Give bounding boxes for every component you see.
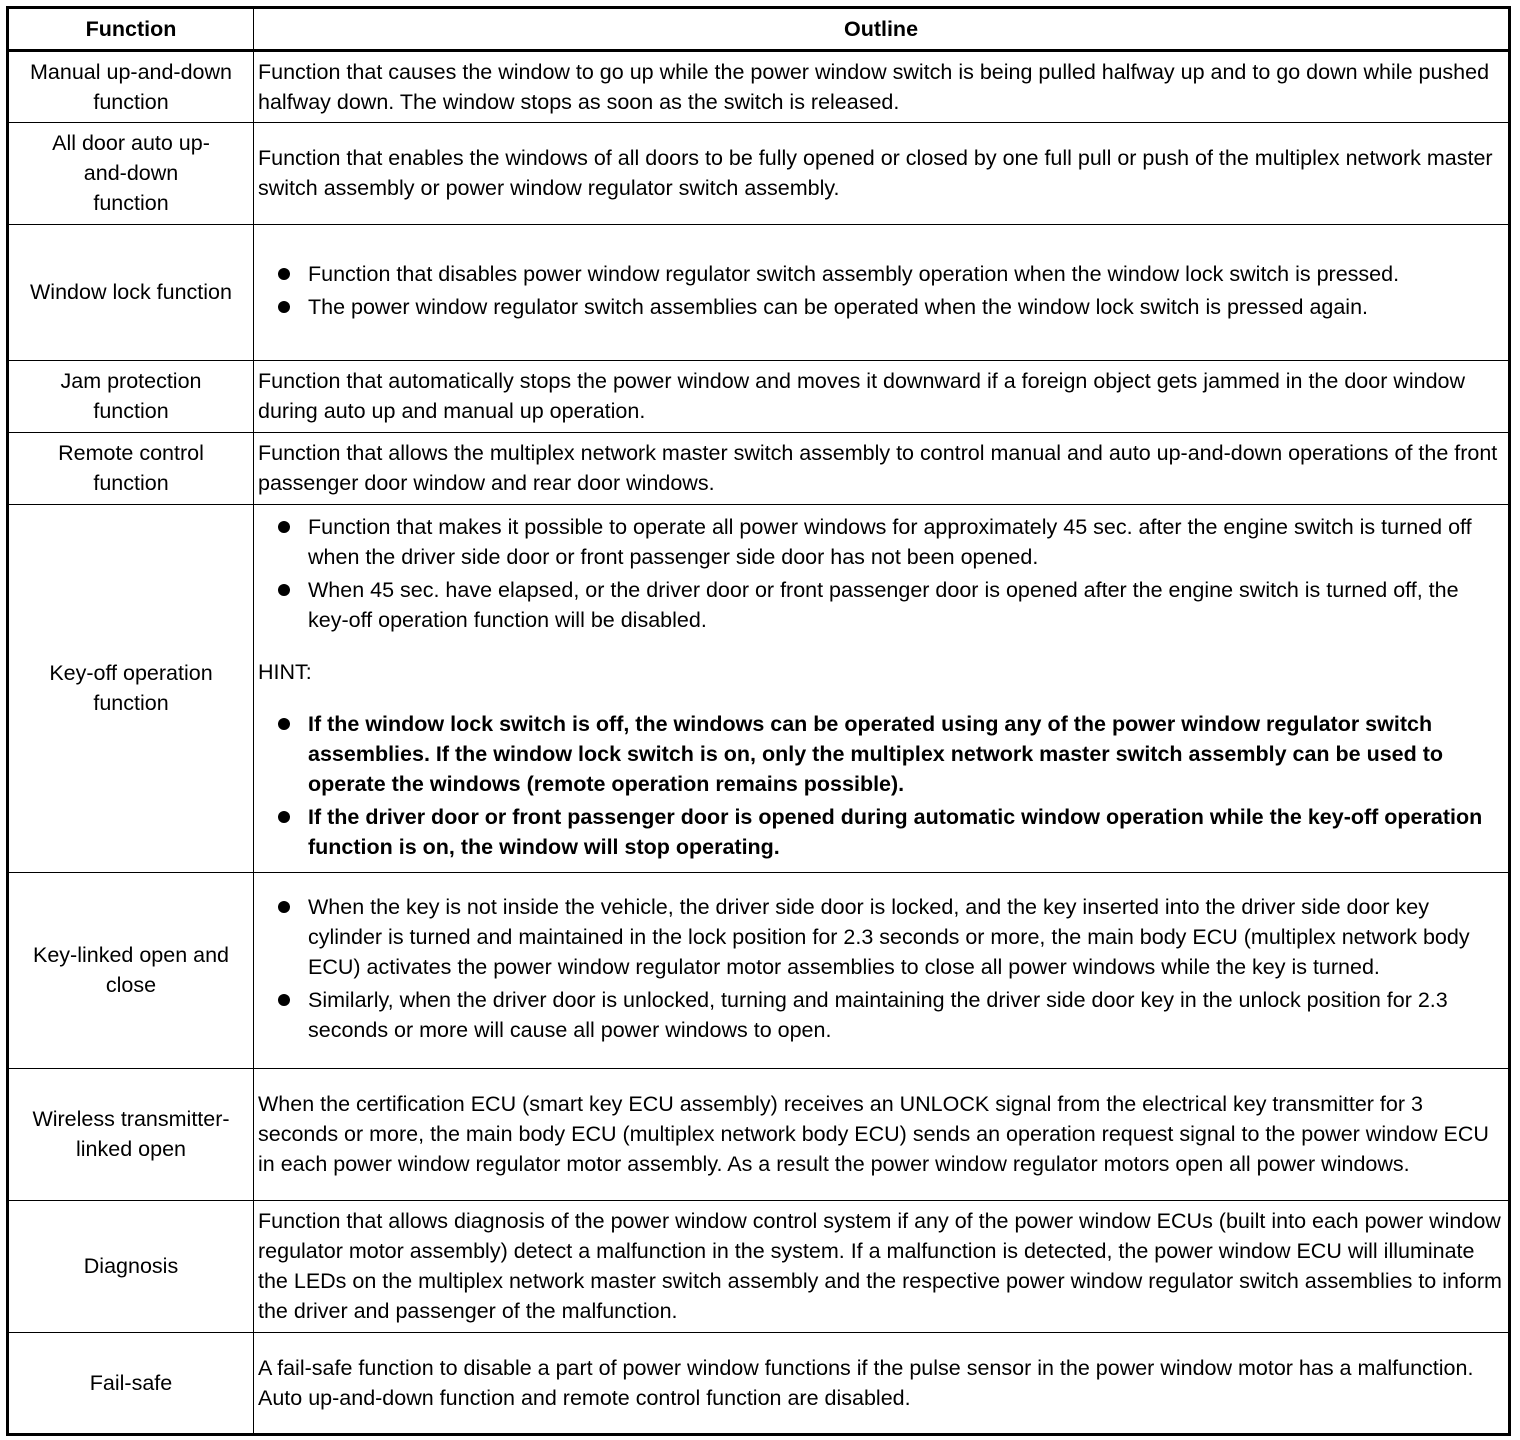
header-row — [8, 8, 1510, 51]
function-cell: Manual up-and-down function — [8, 51, 254, 123]
table-row — [8, 505, 1510, 873]
hint-label: HINT: — [258, 659, 312, 684]
table-row — [8, 225, 1510, 361]
header-outline: Outline — [254, 8, 1510, 51]
list-item: When the key is not inside the vehicle, the driver side door is locked, and the key inserted into the driver side door key cylinder is turned and maintained in the lock position for 2.3 seconds or more, the main body ECU (multiplex network body ECU) activates the power window regulator motor assemblies to close all power windows while the key is turned. — [258, 892, 1504, 982]
table-row — [8, 1333, 1510, 1435]
table-row — [8, 1069, 1510, 1201]
bullet-list — [258, 259, 1504, 322]
function-cell: Diagnosis — [8, 1201, 254, 1333]
table-row — [8, 361, 1510, 433]
list-item: If the driver door or front passenger door is opened during automatic window operation while the key-off operation function is on, the window will stop operating. — [258, 802, 1504, 862]
outline-cell — [254, 225, 1510, 361]
function-cell: All door auto up-and-down function — [8, 123, 254, 225]
outline-cell: Function that automatically stops the power window and moves it downward if a foreign object gets jammed in the door window during auto up and manual up operation. — [254, 361, 1510, 433]
function-cell: Key-linked open and close — [8, 873, 254, 1069]
table-row — [8, 873, 1510, 1069]
list-item: Similarly, when the driver door is unlocked, turning and maintaining the driver side door key in the unlock position for 2.3 seconds or more will cause all power windows to open. — [258, 985, 1504, 1045]
function-cell: Wireless transmitter-linked open — [8, 1069, 254, 1201]
outline-cell — [254, 873, 1510, 1069]
function-cell: Remote control function — [8, 433, 254, 505]
outline-cell: Function that allows diagnosis of the power window control system if any of the power window ECUs (built into each power window regulator motor assembly) detect a malfunction in the system. If a malfunction is detected, the power window ECU will illuminate the LEDs on the multiplex network master switch assembly and the respective power window regulator switch assemblies to inform the driver and passenger of the malfunction. — [254, 1201, 1510, 1333]
hint-bullet-list — [258, 709, 1504, 862]
table-row — [8, 123, 1510, 225]
list-item: Function that makes it possible to operate all power windows for approximately 45 sec. after the engine switch is turned off when the driver side door or front passenger side door has not been opened. — [258, 512, 1504, 572]
table-row — [8, 433, 1510, 505]
header-function: Function — [8, 8, 254, 51]
list-item: The power window regulator switch assemblies can be operated when the window lock switch is pressed again. — [258, 292, 1504, 322]
bullet-list — [258, 512, 1504, 635]
function-cell: Window lock function — [8, 225, 254, 361]
function-cell: Jam protection function — [8, 361, 254, 433]
outline-cell — [254, 505, 1510, 873]
outline-line: A fail-safe function to disable a part of power window functions if the pulse sensor in the power window motor has a malfunction. — [258, 1355, 1474, 1380]
function-cell: Fail-safe — [8, 1333, 254, 1435]
outline-cell: Function that causes the window to go up while the power window switch is being pulled halfway up and to go down while pushed halfway down. The window stops as soon as the switch is released. — [254, 51, 1510, 123]
function-cell: Key-off operation function — [8, 505, 254, 873]
bullet-list — [258, 892, 1504, 1045]
function-outline-table — [6, 6, 1511, 1436]
list-item: Function that disables power window regulator switch assembly operation when the window lock switch is pressed. — [258, 259, 1504, 289]
list-item: When 45 sec. have elapsed, or the driver door or front passenger door is opened after the engine switch is turned off, the key-off operation function will be disabled. — [258, 575, 1504, 635]
table-row — [8, 51, 1510, 123]
outline-cell: When the certification ECU (smart key ECU assembly) receives an UNLOCK signal from the electrical key transmitter for 3 seconds or more, the main body ECU (multiplex network body ECU) sends an operation request signal to the power window ECU in each power window regulator motor assembly. As a result the power window regulator motors open all power windows. — [254, 1069, 1510, 1201]
table-row — [8, 1201, 1510, 1333]
outline-cell — [254, 1333, 1510, 1435]
outline-line: Auto up-and-down function and remote control function are disabled. — [258, 1385, 911, 1410]
outline-cell: Function that allows the multiplex network master switch assembly to control manual and auto up-and-down operations of the front passenger door window and rear door windows. — [254, 433, 1510, 505]
outline-cell: Function that enables the windows of all doors to be fully opened or closed by one full pull or push of the multiplex network master switch assembly or power window regulator switch assembly. — [254, 123, 1510, 225]
list-item: If the window lock switch is off, the windows can be operated using any of the power window regulator switch assemblies. If the window lock switch is on, only the multiplex network master switch assembly can be used to operate the windows (remote operation remains possible). — [258, 709, 1504, 799]
